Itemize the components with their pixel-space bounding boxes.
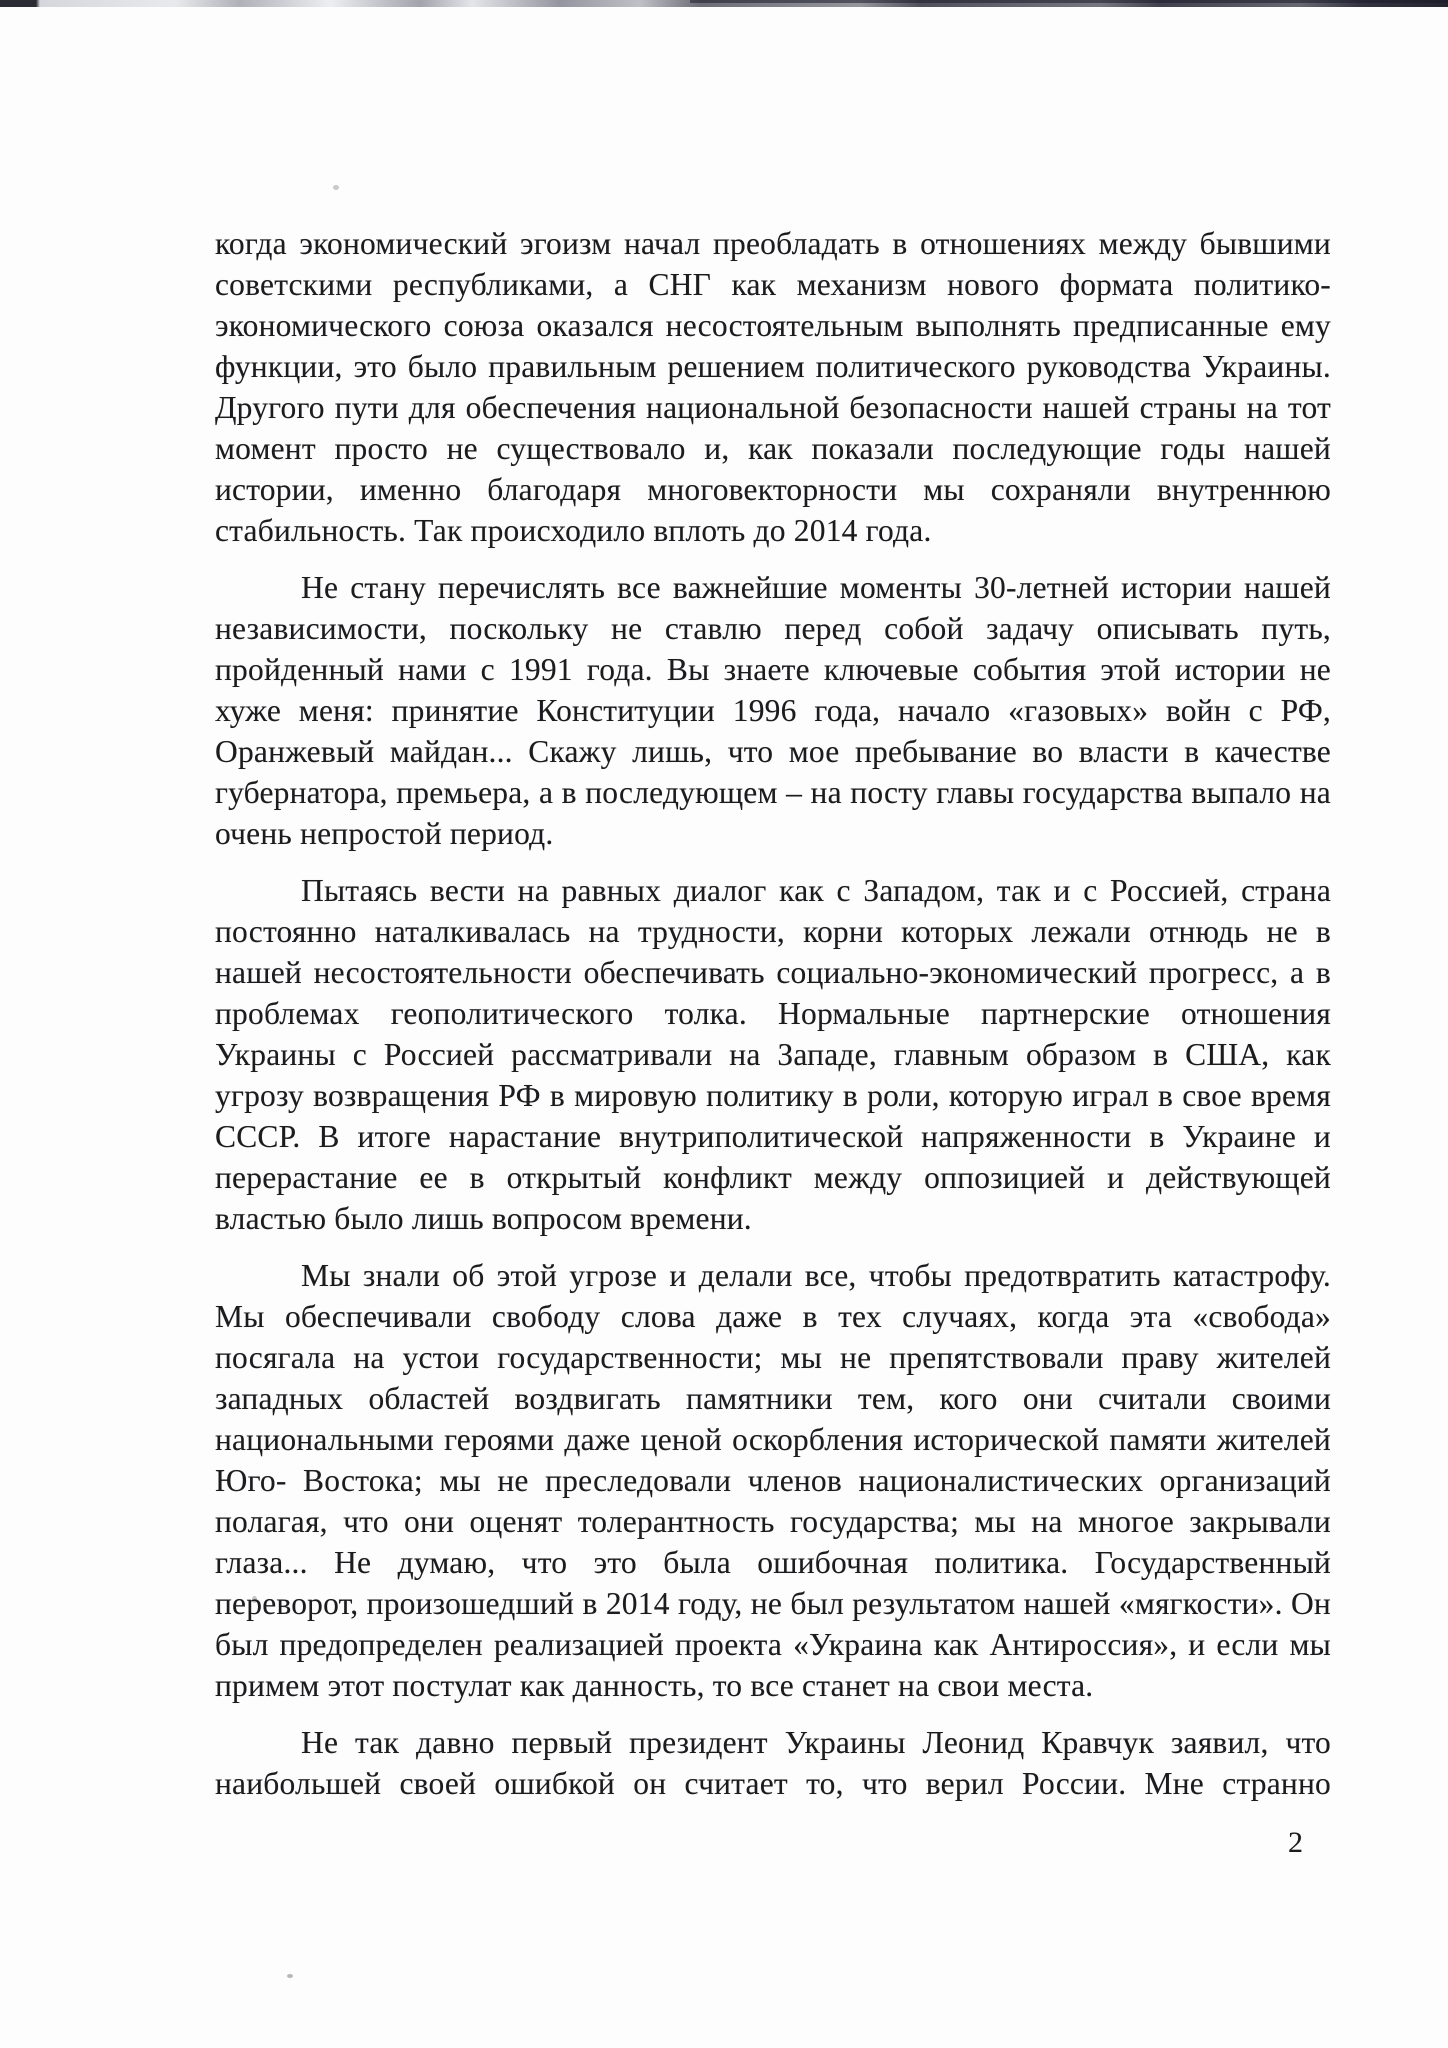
paragraph: Не стану перечислять все важнейшие моменты 30-летней истории нашей независимости, поскольку не ставлю перед собой задачу описывать путь, пройденный нами с 1991 года. Вы знаете ключевые события этой истории не хуже меня: принятие Конституции 1996 года, начало «газовых» войн с РФ, Оранжевый майдан... Скажу лишь, что мое пребывание во власти в качестве губернатора, премьера, а в последующем – на посту главы государства выпало на очень непростой период. [215,570,1331,851]
scan-speck [333,185,339,190]
paragraph: Пытаясь вести на равных диалог как с Западом, так и с Россией, страна постоянно наталкивалась на трудности, корни которых лежали отнюдь не в нашей несостоятельности обеспечивать социально-экономический прогресс, а в проблемах геополитического толка. Нормальные партнерские отношения Украины с Россией рассматривали на Западе, главным образом в США, как угрозу возвращения РФ в мировую политику в роли, которую играл в свое время СССР. В итоге нарастание внутриполитической напряженности в Украине и перерастание ее в открытый конфликт между оппозицией и действующей властью было лишь вопросом времени. [215,873,1331,1236]
document-text [215,223,1331,1820]
page-number: 2 [1288,1826,1303,1859]
paragraph: Мы знали об этой угрозе и делали все, чтобы предотвратить катастрофу. Мы обеспечивали свободу слова даже в тех случаях, когда эта «свобода» посягала на устои государственности; мы не препятствовали праву жителей западных областей воздвигать памятники тем, кого они считали своими национальными героями даже ценой оскорбления исторической памяти жителей Юго- Востока; мы не преследовали членов националистических организаций полагая, что они оценят толерантность государства; мы на многое закрывали глаза... Не думаю, что это была ошибочная политика. Государственный переворот, произошедший в 2014 году, не был результатом нашей «мягкости». Он был предопределен реализацией проекта «Украина как Антироссия», и если мы примем этот постулат как данность, то все станет на свои места. [215,1258,1331,1703]
paragraph-continuation: когда экономический эгоизм начал преобладать в отношениях между бывшими советскими республиками, а СНГ как механизм нового формата политико-экономического союза оказался несостоятельным выполнять предписанные ему функции, это было правильным решением политического руководства Украины. Другого пути для обеспечения национальной безопасности нашей страны на тот момент просто не существовало и, как показали последующие годы нашей истории, именно благодаря многовекторности мы сохраняли внутреннюю стабильность. Так происходило вплоть до 2014 года. [215,226,1331,548]
scan-artifact-top-edge-2 [690,0,1448,3]
paragraph-cut-at-page-end: Не так давно первый президент Украины Леонид Кравчук заявил, что наибольшей своей ошибкой он считает то, что верил России. Мне странно [215,1725,1331,1801]
scan-speck [287,1974,293,1978]
